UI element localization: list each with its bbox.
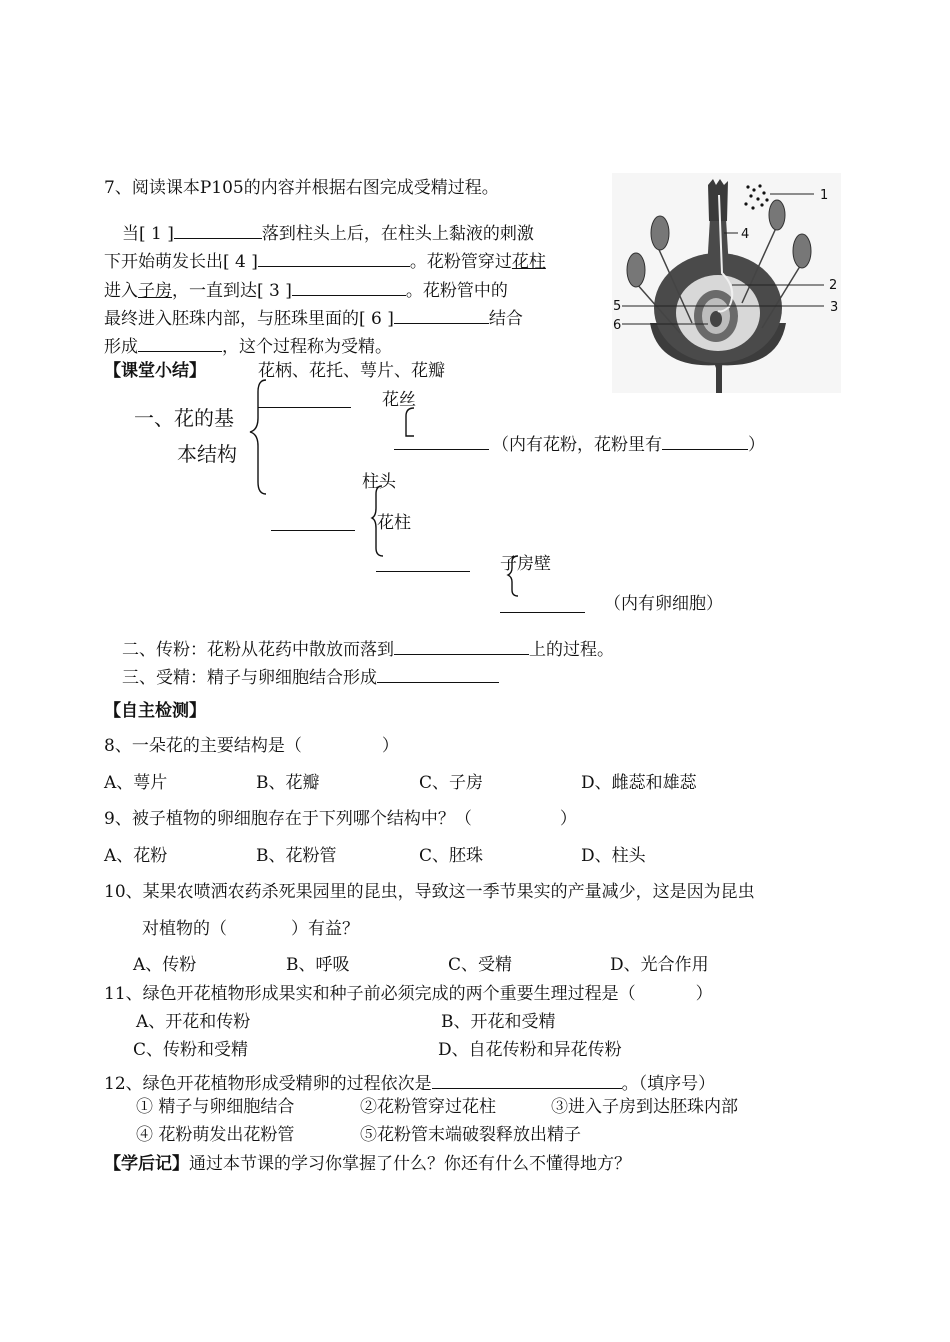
q12-item-4: ④ 花粉萌发出花粉管 bbox=[136, 1125, 295, 1145]
pollination-b: 上的过程。 bbox=[529, 640, 614, 660]
figure-label-1: 1 bbox=[820, 188, 829, 203]
fertilization-text: 三、受精：精子与卵细胞结合形成 bbox=[122, 668, 377, 688]
q7-l4b: 结合 bbox=[488, 309, 523, 329]
structure-label-1: 一、花的基 bbox=[134, 406, 234, 430]
q7-l3c: ，一直到达[ 3 ] bbox=[172, 281, 292, 301]
q10-opt-c[interactable]: C、受精 bbox=[448, 955, 513, 975]
fertilized-egg-blank[interactable] bbox=[377, 665, 499, 683]
ovule-summary-blank[interactable] bbox=[500, 612, 585, 613]
pollen-note bbox=[492, 432, 765, 454]
q11-opt-a[interactable]: A、开花和传粉 bbox=[136, 1012, 251, 1032]
q7-l5a: 形成 bbox=[104, 337, 138, 357]
summary-line-1: 花柄、花托、萼片、花瓣 bbox=[258, 361, 445, 381]
figure-label-2: 2 bbox=[829, 278, 838, 293]
q12-item-1: ① 精子与卵细胞结合 bbox=[136, 1097, 295, 1117]
q10-opt-d[interactable]: D、光合作用 bbox=[610, 955, 709, 975]
pistil-blank[interactable] bbox=[271, 530, 355, 531]
pollen-note-b: ） bbox=[748, 435, 765, 455]
structure-label-2: 本结构 bbox=[177, 442, 237, 466]
q8-close: ） bbox=[381, 736, 399, 756]
q7-l2a: 下开始萌发长出[ 4 ] bbox=[104, 252, 258, 272]
q11-opt-b[interactable]: B、开花和受精 bbox=[441, 1012, 556, 1032]
q9-stem bbox=[104, 811, 577, 828]
selfcheck-heading: 【自主检测】 bbox=[104, 701, 206, 721]
anther-blank[interactable] bbox=[394, 449, 489, 450]
q7-l3b: 子房 bbox=[138, 281, 172, 301]
q10-opt-b[interactable]: B、呼吸 bbox=[286, 955, 350, 975]
summary-pollination bbox=[122, 637, 614, 659]
q11-opt-d[interactable]: D、自花传粉和异花传粉 bbox=[438, 1040, 622, 1060]
after-study bbox=[104, 1156, 631, 1173]
q11-close: ） bbox=[695, 984, 713, 1004]
summary-fertilization bbox=[122, 665, 499, 687]
brace-main bbox=[250, 380, 266, 494]
q9-opt-b[interactable]: B、花粉管 bbox=[256, 846, 337, 866]
after-text: 通过本节课的学习你掌握了什么？你还有什么不懂得地方？ bbox=[189, 1154, 631, 1174]
q12-item-3: ③进入子房到达胚珠内部 bbox=[551, 1097, 738, 1117]
q12-note: 。（填序号） bbox=[621, 1074, 716, 1094]
q7-l3d: 。花粉管中的 bbox=[405, 281, 508, 301]
q9-text: 9、被子植物的卵细胞存在于下列哪个结构中？（ bbox=[104, 809, 472, 829]
q12-text: 12、绿色开花植物形成受精卵的过程依次是 bbox=[104, 1074, 432, 1094]
figure-label-6: 6 bbox=[613, 318, 622, 333]
egg-note: （内有卵细胞） bbox=[604, 594, 723, 614]
pollination-a: 二、传粉：花粉从花药中散放而落到 bbox=[122, 640, 394, 660]
q9-opt-d[interactable]: D、柱头 bbox=[581, 846, 646, 866]
q10-text: 对植物的（ bbox=[142, 919, 227, 939]
figure-label-3: 3 bbox=[830, 300, 839, 315]
brace-stamen bbox=[406, 408, 414, 436]
ovary-blank[interactable] bbox=[376, 571, 470, 572]
q7-l1b: 落到柱头上后，在柱头上黏液的刺激 bbox=[261, 224, 534, 244]
q7-l3a: 进入 bbox=[104, 281, 138, 301]
figure-label-4: 4 bbox=[741, 227, 750, 242]
stigma-label: 柱头 bbox=[362, 472, 396, 492]
q7-l5b: ，这个过程称为受精。 bbox=[222, 337, 392, 357]
q9-opt-c[interactable]: C、胚珠 bbox=[419, 846, 484, 866]
q8-text: 8、一朵花的主要结构是（ bbox=[104, 736, 302, 756]
q7-l1a: 当[ 1 ] bbox=[122, 224, 174, 244]
q8-opt-c[interactable]: C、子房 bbox=[419, 773, 484, 793]
q8-opt-b[interactable]: B、花瓣 bbox=[256, 773, 320, 793]
stamen-filament-label: 花丝 bbox=[382, 390, 416, 410]
q8-opt-d[interactable]: D、雌蕊和雄蕊 bbox=[581, 773, 697, 793]
figure-label-5: 5 bbox=[613, 299, 622, 314]
q7-l2c: 花柱 bbox=[511, 252, 546, 272]
q9-opt-a[interactable]: A、花粉 bbox=[104, 846, 168, 866]
q11-opt-c[interactable]: C、传粉和受精 bbox=[133, 1040, 249, 1060]
summary-heading: 【课堂小结】 bbox=[104, 361, 206, 381]
q10-stem: 10、某果农喷洒农药杀死果园里的昆虫，导致这一季节果实的产量减少，这是因为昆虫 bbox=[104, 882, 755, 902]
q10-opt-a[interactable]: A、传粉 bbox=[133, 955, 197, 975]
q11-stem bbox=[104, 986, 713, 1003]
q7-l2b: 。花粉管穿过 bbox=[409, 252, 512, 272]
q8-opt-a[interactable]: A、萼片 bbox=[104, 773, 168, 793]
q7-l4a: 最终进入胚珠内部，与胚珠里面的[ 6 ] bbox=[104, 309, 394, 329]
q8-stem bbox=[104, 738, 399, 755]
after-heading: 【学后记】 bbox=[104, 1154, 189, 1174]
pollen-note-a: （内有花粉，花粉里有 bbox=[492, 435, 662, 455]
q9-close: ） bbox=[559, 809, 577, 829]
sperm-blank[interactable] bbox=[662, 432, 748, 450]
q12-sequence-blank[interactable] bbox=[432, 1071, 622, 1089]
q12-item-5: ⑤花粉管末端破裂释放出精子 bbox=[360, 1125, 581, 1145]
q12-stem bbox=[104, 1071, 715, 1093]
stigma-blank[interactable] bbox=[394, 637, 529, 655]
q7-title: 7、阅读课本P105的内容并根据右图完成受精过程。 bbox=[104, 178, 499, 198]
q11-text: 11、绿色开花植物形成果实和种子前必须完成的两个重要生理过程是（ bbox=[104, 984, 636, 1004]
q10-close: ）有益？ bbox=[291, 919, 359, 939]
q10-stem-2 bbox=[142, 921, 359, 938]
ovary-wall-label: 子房壁 bbox=[500, 554, 551, 574]
style-label: 花柱 bbox=[377, 513, 411, 533]
calyx-blank[interactable] bbox=[258, 407, 351, 408]
q12-item-2: ②花粉管穿过花柱 bbox=[360, 1097, 496, 1117]
